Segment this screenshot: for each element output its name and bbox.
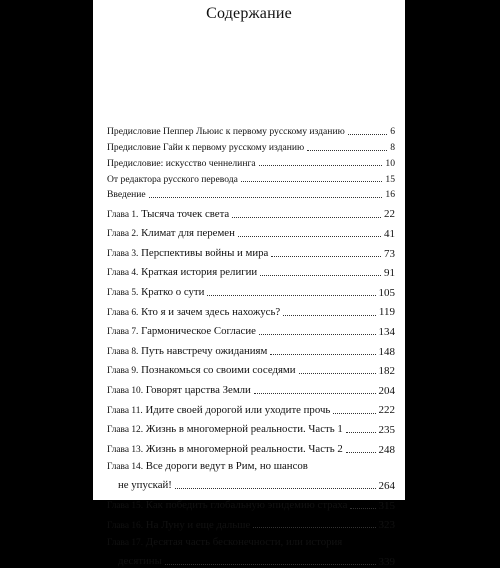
chapter-label: Глава 1. bbox=[107, 209, 139, 220]
chapter-page: 119 bbox=[378, 306, 395, 319]
toc-entry bbox=[107, 138, 395, 154]
chapter-page: 222 bbox=[378, 404, 395, 417]
leader-dots bbox=[346, 452, 376, 453]
chapter-page: 339 bbox=[378, 555, 395, 568]
chapter-title: Гармоническое Согласие bbox=[141, 325, 256, 338]
chapter-label: Глава 17. bbox=[107, 537, 144, 548]
chapter-label: Глава 16. bbox=[107, 520, 144, 531]
chapter-label: Глава 7. bbox=[107, 327, 139, 338]
chapter-label: Глава 6. bbox=[107, 307, 139, 318]
chapter-title: Путь навстречу ожиданиям bbox=[141, 344, 268, 357]
chapter-page: 204 bbox=[378, 384, 395, 397]
leader-dots bbox=[253, 527, 375, 528]
toc-chapter bbox=[107, 397, 395, 417]
leader-dots bbox=[270, 354, 375, 355]
chapter-label: Глава 3. bbox=[107, 248, 139, 259]
chapter-label: Глава 13. bbox=[107, 444, 144, 455]
leader-dots bbox=[260, 275, 381, 276]
chapter-label: Глава 12. bbox=[107, 425, 144, 436]
chapter-title: Климат для перемен bbox=[141, 227, 235, 240]
chapter-title: Говорят царства Земли bbox=[145, 384, 251, 397]
toc-entry-title: Предисловие Пеппер Льюис к первому русскому изданию bbox=[107, 126, 345, 138]
leader-dots bbox=[346, 432, 376, 433]
toc-chapter bbox=[107, 260, 395, 280]
leader-dots bbox=[348, 134, 387, 135]
chapter-title: Жизнь в многомерной реальности. Часть 2 bbox=[145, 442, 343, 455]
chapter-label: Глава 14. bbox=[107, 461, 144, 472]
leader-dots bbox=[299, 373, 376, 374]
toc-chapter bbox=[107, 279, 395, 299]
chapter-title: Идите своей дорогой или уходите прочь bbox=[145, 403, 331, 416]
chapter-label: Глава 2. bbox=[107, 229, 139, 240]
toc-entry-page: 6 bbox=[390, 126, 395, 138]
toc-entry-page: 8 bbox=[390, 142, 395, 154]
chapter-title: Тысяча точек света bbox=[141, 207, 230, 220]
chapter-title: На Луну и еще дальше bbox=[145, 518, 251, 531]
chapter-page: 264 bbox=[378, 480, 395, 493]
chapter-label: Глава 5. bbox=[107, 288, 139, 299]
chapter-title: Жизнь в многомерной реальности. Часть 1 bbox=[145, 423, 343, 436]
chapter-page: 105 bbox=[378, 286, 395, 299]
page-title: Содержание bbox=[206, 5, 292, 22]
chapter-title: Все дороги ведут в Рим, но шансов bbox=[145, 459, 308, 472]
leader-dots bbox=[241, 181, 383, 182]
chapter-page: 315 bbox=[378, 499, 395, 512]
toc-chapter bbox=[107, 512, 395, 532]
chapter-label: Глава 8. bbox=[107, 346, 139, 357]
chapter-label: Глава 10. bbox=[107, 386, 144, 397]
toc-entry-page: 10 bbox=[385, 157, 395, 169]
toc-entry-title: От редактора русского перевода bbox=[107, 173, 238, 185]
chapter-label: Глава 11. bbox=[107, 405, 143, 416]
leader-dots bbox=[350, 508, 375, 509]
toc-entry-title: Предисловие Гайи к первому русскому изданию bbox=[107, 142, 305, 154]
toc-entry-page: 16 bbox=[385, 189, 395, 201]
leader-dots bbox=[149, 197, 383, 198]
chapter-page: 73 bbox=[384, 247, 395, 260]
chapter-title: Кто я и зачем здесь нахожусь? bbox=[141, 305, 281, 318]
leader-dots bbox=[254, 393, 376, 394]
toc-entry-page: 15 bbox=[385, 173, 395, 185]
chapter-page: 235 bbox=[378, 424, 395, 437]
chapter-page: 41 bbox=[384, 228, 395, 241]
chapter-title: Кратко о сути bbox=[141, 286, 205, 299]
chapter-title: Перспективы войны и мира bbox=[141, 246, 269, 259]
chapter-title: Познакомься со своими соседями bbox=[141, 364, 296, 377]
leader-dots bbox=[238, 236, 381, 237]
chapter-page: 134 bbox=[378, 326, 395, 339]
toc-chapter bbox=[107, 221, 395, 241]
book-page bbox=[93, 0, 405, 568]
toc-entry bbox=[107, 154, 395, 170]
leader-dots bbox=[333, 413, 375, 414]
toc-chapter bbox=[107, 299, 395, 319]
chapter-page: 91 bbox=[384, 267, 395, 280]
chapter-title: Как победить глобальную эпидемию страха bbox=[145, 499, 348, 512]
chapter-title: Десятая часть бесконечности, или история bbox=[145, 535, 343, 548]
leader-dots bbox=[259, 334, 376, 335]
toc-chapter bbox=[107, 319, 395, 339]
chapter-label: Глава 4. bbox=[107, 268, 139, 279]
toc-entry bbox=[107, 169, 395, 185]
toc-entry-title: Предисловие: искусство ченнелинга bbox=[107, 157, 256, 169]
chapter-page: 323 bbox=[378, 519, 395, 532]
chapter-page: 148 bbox=[378, 345, 395, 358]
leader-dots bbox=[232, 217, 381, 218]
toc-chapter bbox=[107, 436, 395, 456]
toc-chapter bbox=[107, 456, 395, 493]
chapter-title-continued: не упускай! bbox=[118, 479, 172, 492]
chapter-page: 22 bbox=[384, 208, 395, 221]
chapter-label: Глава 15. bbox=[107, 501, 144, 512]
toc-chapter bbox=[107, 492, 395, 512]
leader-dots bbox=[271, 256, 381, 257]
toc-chapter bbox=[107, 417, 395, 437]
chapter-page: 182 bbox=[378, 365, 395, 378]
toc-chapter bbox=[107, 240, 395, 260]
toc-entry bbox=[107, 185, 395, 201]
chapter-page: 248 bbox=[378, 443, 395, 456]
chapter-label: Глава 9. bbox=[107, 366, 139, 377]
leader-dots bbox=[165, 564, 376, 565]
toc-chapter bbox=[107, 531, 395, 568]
leader-dots bbox=[259, 165, 383, 166]
toc-entry-title: Введение bbox=[107, 189, 146, 201]
toc-chapter bbox=[107, 358, 395, 378]
table-of-contents bbox=[107, 122, 395, 568]
leader-dots bbox=[283, 315, 376, 316]
chapter-title: Краткая история религии bbox=[141, 266, 258, 279]
toc-chapter bbox=[107, 338, 395, 358]
leader-dots bbox=[207, 295, 375, 296]
chapter-title-continued: десятины bbox=[118, 555, 162, 568]
leader-dots bbox=[307, 150, 387, 151]
leader-dots bbox=[175, 488, 376, 489]
toc-entry bbox=[107, 122, 395, 138]
toc-chapter bbox=[107, 201, 395, 221]
toc-chapter bbox=[107, 377, 395, 397]
